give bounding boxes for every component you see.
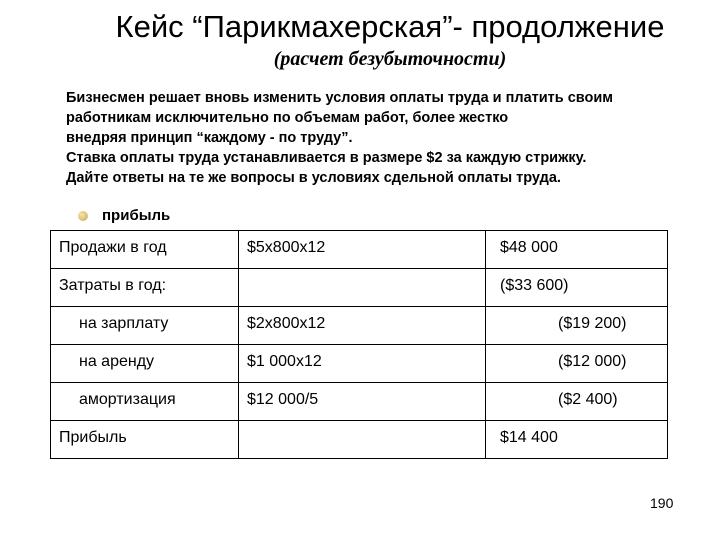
problem-line: Ставка оплаты труда устанавливается в размере $2 за каждую стрижку. [66, 150, 587, 166]
bullet-icon [78, 211, 88, 221]
problem-statement [66, 88, 706, 188]
row-formula: $2x800x12 [239, 307, 486, 345]
table-row [51, 345, 668, 383]
row-value: ($19 200) [486, 307, 668, 345]
row-formula: $1 000x12 [239, 345, 486, 383]
table-row [51, 269, 668, 307]
row-formula [239, 421, 486, 459]
row-label: Затраты в год: [51, 269, 239, 307]
row-value: ($2 400) [486, 383, 668, 421]
row-label: амортизация [51, 383, 239, 421]
table-row [51, 307, 668, 345]
row-formula: $12 000/5 [239, 383, 486, 421]
table-row [51, 421, 668, 459]
row-label: на зарплату [51, 307, 239, 345]
row-value: $48 000 [486, 231, 668, 269]
problem-line: работникам исключительно по объемам работ, более жестко [66, 110, 509, 126]
problem-line: внедряя принцип “каждому - по труду”. [66, 130, 353, 146]
page-number: 190 [650, 495, 674, 511]
slide-title: Кейс “Парикмахерская”- продолжение [115, 9, 665, 44]
row-formula: $5x800x12 [239, 231, 486, 269]
profit-table [50, 230, 668, 459]
table-row [51, 383, 668, 421]
row-label: Прибыль [51, 421, 239, 459]
row-formula [239, 269, 486, 307]
row-value: $14 400 [486, 421, 668, 459]
row-value: ($33 600) [486, 269, 668, 307]
row-label: на аренду [51, 345, 239, 383]
problem-line: Дайте ответы на те же вопросы в условиях сдельной оплаты труда. [66, 170, 561, 186]
row-value: ($12 000) [486, 345, 668, 383]
bullet-label: прибыль [102, 207, 171, 224]
table-row [51, 231, 668, 269]
slide-subtitle: (расчет безубыточности) [273, 48, 507, 70]
problem-line: Бизнесмен решает вновь изменить условия оплаты труда и платить своим [66, 90, 613, 106]
bullet-item-profit [78, 207, 170, 224]
row-label: Продажи в год [51, 231, 239, 269]
